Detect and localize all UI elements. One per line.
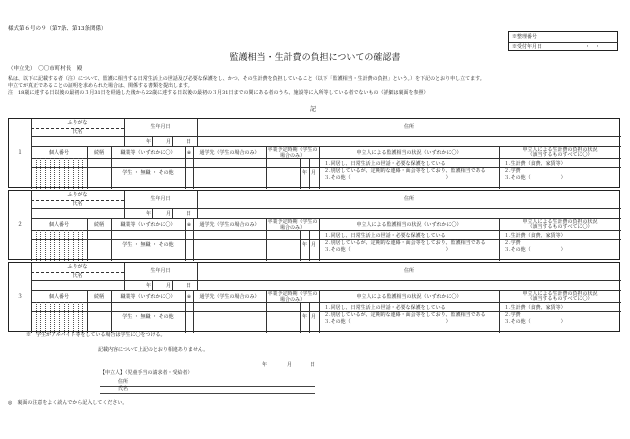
furigana-label: ふりがな (67, 264, 88, 270)
grad-month: 月 (311, 170, 317, 176)
ki-label: 記 (310, 106, 317, 113)
birthdate-label: 生年月日 (150, 196, 171, 202)
occupation-label: 職業等（いずれかに〇） (120, 150, 176, 156)
grad-month: 月 (311, 314, 317, 320)
furigana-label: ふりがな (67, 120, 88, 126)
occupation-options[interactable]: 学生 ・ 無職 ・ その他 (122, 242, 174, 248)
mark-label: ※ (186, 150, 192, 156)
cost-status-label-2: （該当するものすべてに〇） (527, 152, 593, 158)
relation-label: 続柄 (93, 294, 104, 300)
birth-month: 月 (166, 139, 172, 145)
name-field[interactable] (32, 209, 123, 217)
personal-number-label: 個人番号 (48, 294, 69, 300)
birth-day: 日 (186, 139, 192, 145)
care-option[interactable]: ３.その他（ ） (324, 247, 451, 253)
cost-status-label-2: （該当するものすべてに〇） (527, 224, 593, 230)
person-section (8, 262, 620, 332)
mark-label: ※ (186, 294, 192, 300)
applicant-name-label: 氏名 (118, 386, 129, 392)
care-option[interactable]: ２.別居しているが、定期的な連絡・面会等をしており、監護相当である (324, 168, 486, 174)
grad-month: 月 (311, 242, 317, 248)
receipt-number-label: ※整理番号 (512, 34, 538, 40)
school-label: 通学先（学生の場合のみ） (199, 222, 260, 228)
care-status-label: 申立人による監護相当の状況（いずれかに〇） (356, 294, 462, 300)
birth-year: 年 (146, 283, 152, 289)
cost-option[interactable]: ３.その他（ ） (504, 175, 566, 181)
cost-option[interactable]: ３.その他（ ） (504, 247, 566, 253)
occupation-label: 職業等（いずれかに〇） (120, 294, 176, 300)
addressee: （申立先） 〇〇市町村長 殿 (8, 66, 83, 72)
intro-line-3: 注 18歳に達する日以後の最初の３月31日を経過した後から22歳に達する日以後の最初の３月31日までの間にある者のうち、施設等に入所等している者でないもの（詳細は裏面を参照） (8, 90, 429, 96)
address-label: 住所 (403, 196, 414, 202)
birth-month: 月 (166, 283, 172, 289)
birth-month: 月 (166, 211, 172, 217)
mark-label: ※ (186, 222, 192, 228)
receipt-date-separators: ・ ・ (585, 43, 601, 50)
back-note: ◎ 裏面の注意をよく読んでから記入してください。 (8, 400, 128, 406)
section-number: ３ (17, 294, 23, 300)
cost-status-label-1: 申立人による生計費の負担の状況 (522, 219, 598, 225)
care-option[interactable]: １.同居し、日常生活上の世話・必要な保護をしている (324, 233, 446, 239)
care-status-label: 申立人による監護相当の状況（いずれかに〇） (356, 150, 462, 156)
relation-field[interactable] (88, 231, 110, 260)
address-label: 住所 (403, 124, 414, 130)
cost-option[interactable]: １.生計費（食費、家賃等） (504, 161, 566, 167)
form-code: 様式第６号の９（第7条、第13条関係） (8, 26, 107, 32)
receipt-box (508, 31, 618, 51)
date-day: 日 (310, 362, 316, 368)
birthdate-label: 生年月日 (150, 124, 171, 130)
personal-number-label: 個人番号 (48, 150, 69, 156)
person-section (8, 190, 620, 260)
birth-day: 日 (186, 211, 192, 217)
care-status-label: 申立人による監護相当の状況（いずれかに〇） (356, 222, 462, 228)
graduation-label: 卒業予定時期（学生の場合のみ） (267, 147, 318, 159)
occupation-options[interactable]: 学生 ・ 無職 ・ その他 (122, 170, 174, 176)
cost-status-label-1: 申立人による生計費の負担の状況 (522, 291, 598, 297)
grad-year: 年 (302, 170, 308, 176)
confirm-statement: 記載内容について上記のとおり相違ありません。 (98, 347, 209, 353)
birth-year: 年 (146, 211, 152, 217)
personal-number-cells[interactable] (31, 230, 87, 261)
name-field[interactable] (32, 281, 123, 289)
care-option[interactable]: ２.別居しているが、定期的な連絡・面会等をしており、監護相当である (324, 240, 486, 246)
care-option[interactable]: １.同居し、日常生活上の世話・必要な保護をしている (324, 161, 446, 167)
cost-status-label-1: 申立人による生計費の負担の状況 (522, 147, 598, 153)
date-year: 年 (262, 362, 268, 368)
personal-number-label: 個人番号 (48, 222, 69, 228)
relation-field[interactable] (88, 303, 110, 332)
cost-option[interactable]: ３.その他（ ） (504, 319, 566, 325)
cost-option[interactable]: １.生計費（食費、家賃等） (504, 233, 566, 239)
birthdate-label: 生年月日 (150, 268, 171, 274)
address-field[interactable] (198, 137, 620, 145)
school-field[interactable] (194, 159, 265, 188)
school-field[interactable] (194, 303, 265, 332)
name-field[interactable] (32, 137, 123, 145)
name-label: 氏名 (72, 129, 83, 135)
care-option[interactable]: ３.その他（ ） (324, 319, 451, 325)
person-section (8, 118, 620, 188)
cost-option[interactable]: １.生計費（食費、家賃等） (504, 305, 566, 311)
intro-line-2: 申立てが真正であることの証明を求められた場合は、関係する書類を提出します。 (8, 83, 193, 89)
address-label: 住所 (403, 268, 414, 274)
intro-line-1: 私は、以下に記載する者（注）について、監護に相当する日常生活上の世話及び必要な保護をし、かつ、その生計費を負担していること（以下「監護相当・生計費の負担」という。）を下記のとおり申し立てます。 (8, 76, 485, 82)
applicant-address-label: 住所 (118, 379, 129, 385)
school-label: 通学先（学生の場合のみ） (199, 150, 260, 156)
school-label: 通学先（学生の場合のみ） (199, 294, 260, 300)
care-option[interactable]: １.同居し、日常生活上の世話・必要な保護をしている (324, 305, 446, 311)
name-label: 氏名 (72, 273, 83, 279)
graduation-label: 卒業予定時期（学生の場合のみ） (267, 219, 318, 231)
relation-field[interactable] (88, 159, 110, 188)
applicant-name-line[interactable] (100, 393, 315, 394)
furigana-label: ふりがな (67, 192, 88, 198)
applicant-title: 【申立人】（児童手当の請求者・受給者） (100, 370, 193, 376)
address-field[interactable] (198, 209, 620, 217)
graduation-label: 卒業予定時期（学生の場合のみ） (267, 291, 318, 303)
grad-year: 年 (302, 314, 308, 320)
personal-number-cells[interactable] (31, 158, 87, 189)
relation-label: 続柄 (93, 150, 104, 156)
relation-label: 続柄 (93, 222, 104, 228)
section-number: １ (17, 150, 23, 156)
grad-year: 年 (302, 242, 308, 248)
cost-option[interactable]: ２.学費 (504, 240, 521, 246)
occupation-label: 職業等（いずれかに〇） (120, 222, 176, 228)
receipt-date-label: ※受付年月日 (512, 43, 543, 50)
school-field[interactable] (194, 231, 265, 260)
cost-option[interactable]: ２.学費 (504, 168, 521, 174)
care-option[interactable]: ２.別居しているが、定期的な連絡・面会等をしており、監護相当である (324, 312, 486, 318)
cost-status-label-2: （該当するものすべてに〇） (527, 296, 593, 302)
care-option[interactable]: ３.その他（ ） (324, 175, 451, 181)
address-field[interactable] (198, 281, 620, 289)
student-footnote: ※ 学生がアルバイト等をしている場合は学生に〇をつける。 (26, 332, 166, 338)
applicant-address-line[interactable] (100, 386, 315, 387)
occupation-options[interactable]: 学生 ・ 無職 ・ その他 (122, 314, 174, 320)
section-number: ２ (17, 222, 23, 228)
birth-day: 日 (186, 283, 192, 289)
date-month: 月 (287, 362, 293, 368)
name-label: 氏名 (72, 201, 83, 207)
cost-option[interactable]: ２.学費 (504, 312, 521, 318)
page-title: 監護相当・生計費の負担についての確認書 (229, 53, 401, 63)
birth-year: 年 (146, 139, 152, 145)
personal-number-cells[interactable] (31, 302, 87, 333)
